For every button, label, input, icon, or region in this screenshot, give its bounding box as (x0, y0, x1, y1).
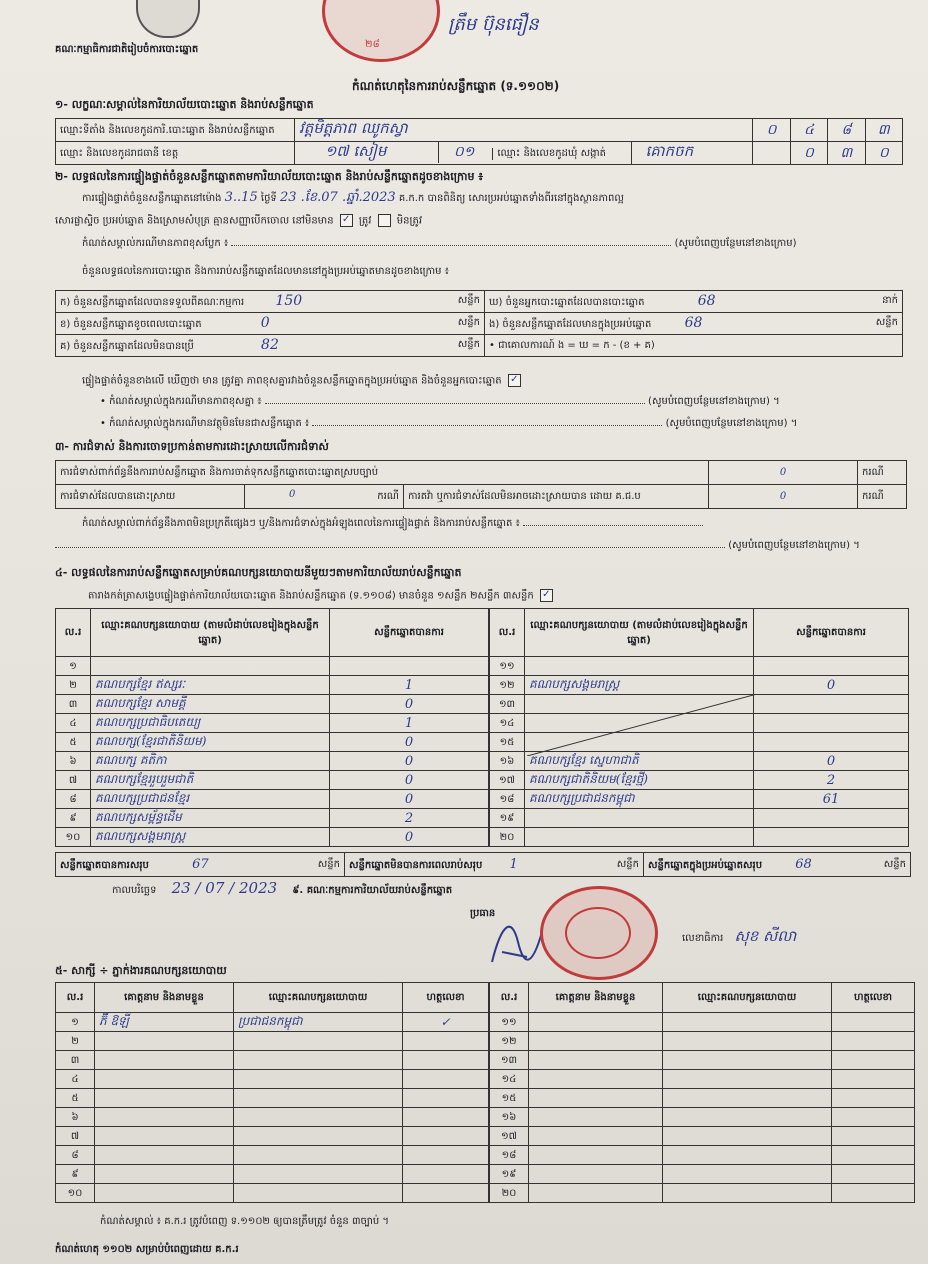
witness-no: ១៨ (490, 1146, 529, 1165)
date-label: កាលបរិច្ឆេទ (112, 885, 157, 896)
right-party-name: គណបក្សប្រជាជនកម្ពុជា (525, 790, 754, 809)
witness-name (95, 1032, 234, 1051)
right-col-party: ឈ្មោះគណបក្សនយោបាយ (តាមលំដាប់លេខរៀងក្នុងសន្លឹកឆ្នោត) (525, 609, 754, 657)
witness-signature (403, 1051, 489, 1070)
signing-date: 23 / 07 / 2023 (171, 879, 278, 897)
section3-heading: ៣- ការជំទាស់ និងការចោទប្រកាន់តាមការដោះស្រាយលើការជំទាស់ (55, 440, 329, 453)
diff-note-line[interactable] (231, 245, 671, 246)
left-party-votes: 0 (330, 828, 489, 847)
witness-row (490, 1089, 915, 1108)
witness-row (490, 1032, 915, 1051)
right-col-no: ល.រ (490, 609, 525, 657)
w-left-col-no: ល.រ (56, 983, 95, 1013)
witness-no: ៥ (56, 1089, 95, 1108)
row2-commune: គោកចក (631, 142, 694, 164)
witness-row (490, 1184, 915, 1203)
witness-party (663, 1146, 832, 1165)
row1-code-4: ៣ (865, 119, 902, 142)
total-valid-label: សន្លឹកឆ្នោតបានការសរុប (60, 859, 149, 871)
witness-name (529, 1070, 663, 1089)
witness-party (663, 1184, 832, 1203)
witness-row (490, 1108, 915, 1127)
right-party-votes (754, 828, 909, 847)
left-party-votes: 0 (330, 790, 489, 809)
result-e-label: ង) ចំនួនសន្លឹកឆ្នោតដែលមានក្នុងប្រអប់ឆ្នោត (489, 319, 652, 330)
right-party-name (525, 809, 754, 828)
result-d-value: 68 (697, 293, 716, 309)
right-party-name: គណបក្សសង្គមរាស្ត្រ (525, 676, 754, 695)
witness-no: ១៧ (490, 1127, 529, 1146)
witness-signature (832, 1127, 915, 1146)
witness-name (95, 1089, 234, 1108)
seal-yes-checkbox[interactable]: ✓ (340, 214, 353, 227)
witness-signature (832, 1013, 915, 1032)
witness-no: ២០ (490, 1184, 529, 1203)
irregularity-line[interactable] (523, 525, 703, 526)
seal-inner-ring (565, 907, 631, 959)
left-party-name: គណបក្សខ្មែររួបរួមជាតិ (91, 771, 330, 790)
irregularity-line-2[interactable] (55, 547, 725, 548)
witness-signature (403, 1108, 489, 1127)
witness-name (529, 1051, 663, 1070)
witness-party (663, 1165, 832, 1184)
bullet1-hint: (សូមបំពេញបន្ថែមនៅខាងក្រោម) ។ (648, 396, 780, 407)
left-party-name: គណបក្សប្រជាជនខ្មែរ (91, 790, 330, 809)
row1-code-2: ៤ (790, 119, 827, 142)
crossed-out-rows (527, 694, 757, 756)
party-row (56, 676, 489, 695)
witness-party (234, 1127, 403, 1146)
formula: • ជាគោលការណ៍ ង = ឃ = ក - (ខ + គ) (485, 335, 903, 357)
row1-label: ឈ្មោះទីតាំង និងលេខកូដការិ.បោះឆ្នោត និងរាប់សន្លឹកឆ្នោត (56, 119, 295, 142)
witness-no: ៨ (56, 1146, 95, 1165)
party-row (56, 771, 489, 790)
objection-r1-value: 0 (709, 461, 858, 485)
row1-value: វត្តមិត្តភាព ឈូកស្វា (298, 119, 408, 137)
result-e-value: 68 (684, 315, 703, 331)
objection-r1-label: ការជំទាស់ពាក់ព័ន្ធនឹងការរាប់សន្លឹកឆ្នោត និងការចាត់ទុកសន្លឹកឆ្នោតបោះឆ្នោតស្របច្បាប់ (56, 461, 709, 485)
secretary-label: លេខាធិការ (682, 933, 724, 944)
witness-name (95, 1070, 234, 1089)
witness-row (490, 1165, 915, 1184)
witness-name (529, 1165, 663, 1184)
row1-code-1: ០ (753, 119, 790, 142)
total-invalid-unit: សន្លឹក (616, 858, 639, 870)
left-party-no: ៩ (56, 809, 91, 828)
left-party-no: ៦ (56, 752, 91, 771)
objection-r2-unit: ករណី (377, 491, 399, 502)
left-party-no: ៤ (56, 714, 91, 733)
left-party-no: ១០ (56, 828, 91, 847)
row1-code-3: ៨ (828, 119, 865, 142)
witness-name (95, 1127, 234, 1146)
section2-heading: ២- លទ្ធផលនៃការផ្ទៀងផ្ទាត់ចំនួនសន្លឹកឆ្នោតតាមការិយាល័យបោះឆ្នោត និងរាប់សន្លឹកឆ្នោតដូចខាងក្រោម ៖ (55, 170, 484, 183)
witness-party (663, 1070, 832, 1089)
witness-no: ១២ (490, 1032, 529, 1051)
party-row (490, 828, 909, 847)
right-party-no: ២០ (490, 828, 525, 847)
party-row (56, 790, 489, 809)
witness-row (56, 1032, 489, 1051)
objection-r2-label: ការជំទាស់ដែលបានដោះស្រាយ (56, 485, 245, 509)
row2-commune-label: ឈ្មោះ និងលេខកូដឃុំ សង្កាត់ (492, 148, 627, 160)
row2-commune-code-1: ០ (790, 142, 827, 165)
sheet-count-checkbox[interactable]: ✓ (540, 589, 553, 602)
witness-row (56, 1146, 489, 1165)
president-label: ប្រធាន (470, 908, 496, 919)
bullet2-label: • កំណត់សម្គាល់ក្នុងករណីមានវត្ថុមិនមែនជាសន្លឹកឆ្នោត ៖ (100, 418, 310, 429)
totals-row (55, 852, 911, 877)
left-party-votes (330, 657, 489, 676)
party-results-left (55, 608, 489, 847)
left-party-votes: 0 (330, 771, 489, 790)
row2-label: ឈ្មោះ និងលេខកូដរាជធានី ខេត្ត (56, 142, 295, 165)
witness-no: ៦ (56, 1108, 95, 1127)
witness-name (95, 1051, 234, 1070)
left-party-votes: 0 (330, 695, 489, 714)
right-col-votes: សន្លឹកឆ្នោតបានការ (754, 609, 909, 657)
witness-party (663, 1051, 832, 1070)
witness-row (56, 1108, 489, 1127)
witness-party: ប្រជាជនកម្ពុជា (234, 1013, 403, 1032)
witness-table-left (55, 982, 489, 1203)
witness-name (529, 1146, 663, 1165)
witness-no: ៣ (56, 1051, 95, 1070)
witness-signature (403, 1184, 489, 1203)
party-row (56, 714, 489, 733)
party-row (56, 828, 489, 847)
result-c-label: គ) ចំនួនសន្លឹកឆ្នោតដែលមិនបានប្រើ (60, 341, 194, 352)
witness-name (95, 1184, 234, 1203)
party-row (490, 657, 909, 676)
witness-party (663, 1089, 832, 1108)
seal-line: សោរផ្លាស្ទិច ប្រអប់ឆ្នោត និងស្រោមសំបុត្រ គ្មានសញ្ញាបើកចោល នៅមិនមាន (55, 215, 334, 227)
witness-signature (832, 1089, 915, 1108)
witness-party (234, 1184, 403, 1203)
party-row (490, 676, 909, 695)
witness-party (234, 1051, 403, 1070)
witness-name (529, 1089, 663, 1108)
party-row (56, 733, 489, 752)
left-party-name (91, 657, 330, 676)
witness-signature (403, 1032, 489, 1051)
w-right-col-no: ល.រ (490, 983, 529, 1013)
result-b-label: ខ) ចំនួនសន្លឹកឆ្នោតខូចពេលបោះឆ្នោត (60, 319, 202, 330)
official-seal (540, 886, 658, 980)
witness-name: ភ៊ី ឱឡី (95, 1013, 234, 1032)
witness-name (529, 1108, 663, 1127)
left-party-no: ១ (56, 657, 91, 676)
result-a-value: 150 (275, 293, 303, 309)
result-c-value: 82 (261, 337, 279, 353)
objection-r1-unit: ករណី (858, 461, 907, 485)
witness-row (490, 1013, 915, 1032)
left-col-party: ឈ្មោះគណបក្សនយោបាយ (តាមលំដាប់លេខរៀងក្នុងសន្លឹកឆ្នោត) (91, 609, 330, 657)
witness-name (529, 1127, 663, 1146)
witness-signature (403, 1089, 489, 1108)
witness-signature (403, 1127, 489, 1146)
stamp-number: ២៨ (365, 39, 380, 50)
right-party-name (525, 828, 754, 847)
bullet2-hint: (សូមបំពេញបន្ថែមនៅខាងក្រោម) ។ (665, 418, 798, 429)
total-invalid-label: សន្លឹកឆ្នោតមិនបានការពេលរាប់សរុប (349, 859, 483, 871)
party-row (490, 790, 909, 809)
party-row (56, 695, 489, 714)
result-c-unit: សន្លឹក (457, 339, 480, 350)
party-row (56, 657, 489, 676)
left-party-name: គណបក្សខ្មែរ សាមគ្គី (91, 695, 330, 714)
witness-table-right (489, 982, 915, 1203)
witness-row (490, 1070, 915, 1089)
witness-signature (832, 1108, 915, 1127)
witness-row (56, 1089, 489, 1108)
party-row (490, 771, 909, 790)
left-party-votes: 0 (330, 733, 489, 752)
right-party-no: ១៥ (490, 733, 525, 752)
left-col-no: ល.រ (56, 609, 91, 657)
witness-row (56, 1165, 489, 1184)
witness-row (56, 1184, 489, 1203)
witness-row (56, 1070, 489, 1089)
section3-table (55, 460, 907, 509)
witness-row (56, 1013, 489, 1032)
result-d-unit: នាក់ (882, 295, 898, 306)
right-party-no: ១៣ (490, 695, 525, 714)
right-party-votes (754, 714, 909, 733)
left-party-no: ៨ (56, 790, 91, 809)
left-party-name: គណបក្សសង្គមរាស្ត្រ (91, 828, 330, 847)
row2-province: ១៧ សៀម (324, 142, 387, 160)
left-party-name: គណបក្ស គតិកា (91, 752, 330, 771)
result-d-label: ឃ) ចំនួនអ្នកបោះឆ្នោតដែលបានបោះឆ្នោត (489, 297, 645, 308)
total-invalid-value: 1 (509, 856, 518, 872)
right-party-votes: 2 (754, 771, 909, 790)
row2-province-code: ០១ (438, 142, 489, 163)
witness-row (56, 1127, 489, 1146)
section1-heading: ១- លក្ខណៈសម្គាល់នៃការិយាល័យបោះឆ្នោត និងរាប់សន្លឹកឆ្នោត (55, 98, 314, 111)
objection-r2b-value: 0 (709, 485, 858, 509)
witness-name (529, 1013, 663, 1032)
witness-name (95, 1108, 234, 1127)
witness-signature (832, 1146, 915, 1165)
witness-party (234, 1165, 403, 1184)
secretary-signature: សុខ សីលា (734, 927, 797, 945)
witness-name (529, 1032, 663, 1051)
witness-no: ៤ (56, 1070, 95, 1089)
summary-sheet-line: តារាងកត់ត្រាសង្ខេបផ្ទៀងផ្ទាត់ការិយាល័យបោះឆ្នោត និងរាប់សន្លឹកឆ្នោត (ទ.១១០៨) មានចំនួន ១សន្លឹក ២សន្លឹក ៣សន្លឹក (88, 590, 534, 602)
result-a-unit: សន្លឹក (457, 295, 480, 306)
committee-name: គណៈកម្មាធិការជាតិរៀបចំការបោះឆ្នោត (55, 44, 199, 55)
verify-date: 23 .ខែ.07 .ឆ្នាំ.2023 (279, 190, 396, 205)
witness-name (95, 1165, 234, 1184)
right-party-votes (754, 733, 909, 752)
total-box-unit: សន្លឹក (883, 858, 906, 870)
witness-row (490, 1146, 915, 1165)
total-valid-unit: សន្លឹក (317, 858, 340, 870)
result-b-value: 0 (260, 315, 270, 331)
bullet2-line[interactable] (312, 425, 662, 426)
seal-no-label: មិនត្រូវ (396, 215, 422, 227)
w-right-col-sign: ហត្ថលេខា (832, 983, 915, 1013)
left-party-no: ៥ (56, 733, 91, 752)
right-party-no: ១២ (490, 676, 525, 695)
results-intro: ចំនួនលទ្ធផលនៃការបោះឆ្នោត និងការរាប់សន្លឹកឆ្នោតដែលមាននៅក្នុងប្រអប់ឆ្នោតមានដូចខាងក្រោម ៖ (82, 266, 450, 277)
witness-party (234, 1032, 403, 1051)
row2-commune-code-3: ០ (865, 142, 902, 165)
w-left-col-sign: ហត្ថលេខា (403, 983, 489, 1013)
right-party-votes: 0 (754, 752, 909, 771)
section1-table (55, 118, 903, 165)
right-party-name (525, 657, 754, 676)
right-party-no: ១៧ (490, 771, 525, 790)
witness-no: ៩ (56, 1165, 95, 1184)
party-row (56, 752, 489, 771)
right-party-no: ១៤ (490, 714, 525, 733)
total-box-value: 68 (795, 856, 812, 872)
w-left-col-party: ឈ្មោះគណបក្សនយោបាយ (234, 983, 403, 1013)
witness-row (56, 1051, 489, 1070)
match-checkbox[interactable]: ✓ (508, 374, 521, 387)
witness-row (490, 1051, 915, 1070)
right-party-votes (754, 657, 909, 676)
witness-signature (832, 1184, 915, 1203)
bullet1-line[interactable] (265, 403, 645, 404)
witness-signature (832, 1032, 915, 1051)
verify-intro: ការផ្ទៀងផ្ទាត់ចំនួនសន្លឹកឆ្នោតនៅម៉ោង (82, 193, 222, 204)
right-party-name: គណបក្សខ្មែរ ស្នេហាជាតិ (525, 752, 754, 771)
right-party-name: គណបក្សជាតិនិយម(ខ្មែរថ្មី) (525, 771, 754, 790)
check-line: ផ្ទៀងផ្ទាត់ចំនួនខាងលើ ឃើញថា មាន ត្រូវគ្នា ភាពខុសគ្នារវាងចំនួនសន្លឹកឆ្នោតក្នុងប្រអប់ឆ្នោត និងចំនួនអ្នកបោះឆ្នោត (82, 375, 502, 387)
witness-no: ១៥ (490, 1089, 529, 1108)
left-party-no: ៣ (56, 695, 91, 714)
witness-party (234, 1089, 403, 1108)
witness-name (95, 1146, 234, 1165)
witness-no: ២ (56, 1032, 95, 1051)
result-e-unit: សន្លឹក (875, 317, 898, 328)
witness-party (234, 1070, 403, 1089)
witness-row (490, 1127, 915, 1146)
left-party-name: គណបក្សសម្ព័ន្ធដើម (91, 809, 330, 828)
w-right-col-party: ឈ្មោះគណបក្សនយោបាយ (663, 983, 832, 1013)
left-party-name: គណបក្សប្រជាធិបតេយ្យ (91, 714, 330, 733)
witness-no: ១៣ (490, 1051, 529, 1070)
bottom-caption: កំណត់ហេតុ ១១០២ សម្រាប់បំពេញដោយ គ.ក.រ (55, 1244, 239, 1255)
left-party-votes: 2 (330, 809, 489, 828)
objection-r2-value: 0 (289, 489, 296, 500)
party-row (56, 809, 489, 828)
left-party-votes: 0 (330, 752, 489, 771)
witness-signature (403, 1146, 489, 1165)
witness-no: ១១ (490, 1013, 529, 1032)
left-party-no: ៧ (56, 771, 91, 790)
right-party-votes: 0 (754, 676, 909, 695)
footnote: កំណត់សម្គាល់ ៖ គ.ក.រ ត្រូវបំពេញ ទ.១១០២ ឲ្យបានត្រឹមត្រូវ ចំនួន ៣ច្បាប់ ។ (100, 1216, 389, 1227)
section5-heading: ៥- សាក្សី ÷ ភ្នាក់ងារគណបក្សនយោបាយ (55, 964, 227, 977)
witness-signature: ✓ (403, 1013, 489, 1032)
verify-time: 3..15 (224, 190, 258, 205)
left-party-name: គណបក្សខ្មែរ ឥស្សរៈ (91, 676, 330, 695)
left-party-no: ២ (56, 676, 91, 695)
verify-intro-rest: គ.ក.ក បានពិនិត្យ សោរប្រអប់ឆ្នោតទាំងពីរនៅក្នុងស្ថានភាពល្អ (398, 193, 624, 204)
witness-name (529, 1184, 663, 1203)
verify-day-label: ថ្ងៃទី (260, 193, 277, 204)
witness-no: ១៤ (490, 1070, 529, 1089)
bullet1-label: • កំណត់សម្គាល់ក្នុងករណីមានភាពខុសគ្នា ៖ (100, 396, 262, 407)
objection-r2b-unit: ករណី (858, 485, 907, 509)
left-party-votes: 1 (330, 676, 489, 695)
irregularity-hint: (សូមបំពេញបន្ថែមនៅខាងក្រោម) ។ (728, 540, 860, 551)
right-party-no: ១៦ (490, 752, 525, 771)
handwritten-top-name: ត្រឹម ប៊ុនធឿន (448, 14, 539, 35)
witness-party (234, 1108, 403, 1127)
right-party-votes (754, 695, 909, 714)
seal-yes-label: ត្រូវ (358, 215, 372, 227)
commission-label: ៩. គណៈកម្មការការិយាល័យរាប់សន្លឹកឆ្នោត (292, 885, 453, 896)
row2-commune-code-2: ៣ (828, 142, 865, 165)
witness-party (663, 1032, 832, 1051)
irregularity-note: កំណត់សម្គាល់ពាក់ព័ន្ធនឹងភាពមិនប្រក្រតីផ្សេងៗ ឬ/និងការជំទាស់ក្នុងអំឡុងពេលនៃការផ្ទៀងផ្ទាត់ និងការរាប់សន្លឹកឆ្នោត ៖ (82, 518, 520, 529)
form-title: កំណត់ហេតុនៃការរាប់សន្លឹកឆ្នោត (ទ.១១០២) (352, 79, 560, 93)
witness-signature (403, 1165, 489, 1184)
witness-signature (403, 1070, 489, 1089)
right-party-no: ១៩ (490, 809, 525, 828)
witness-no: ១៦ (490, 1108, 529, 1127)
left-col-votes: សន្លឹកឆ្នោតបានការ (330, 609, 489, 657)
right-party-no: ១៨ (490, 790, 525, 809)
w-right-col-name: គោត្តនាម និងនាមខ្លួន (529, 983, 663, 1013)
diff-note-label: កំណត់សម្គាល់ករណីមានភាពខុសប្លែក ៖ (82, 238, 229, 249)
witness-signature (832, 1051, 915, 1070)
left-party-name: គណបក្ស(ខ្មែរជាតិនិយម) (91, 733, 330, 752)
witness-signature (832, 1165, 915, 1184)
witness-party (663, 1108, 832, 1127)
section2-results-table (55, 290, 903, 357)
result-a-label: ក) ចំនួនសន្លឹកឆ្នោតដែលបានទទួលពីគណៈកម្មការ (60, 297, 245, 308)
right-party-votes: 61 (754, 790, 909, 809)
left-party-votes: 1 (330, 714, 489, 733)
result-b-unit: សន្លឹក (457, 317, 480, 328)
right-party-votes (754, 809, 909, 828)
objection-r2b-label: ការតវ៉ា ឬការជំទាស់ដែលមិនអាចដោះស្រាយបាន ដោយ គ.ជ.ប (404, 485, 709, 509)
seal-no-checkbox[interactable] (378, 214, 391, 227)
witness-no: ៧ (56, 1127, 95, 1146)
right-party-no: ១១ (490, 657, 525, 676)
w-left-col-name: គោត្តនាម និងនាមខ្លួន (95, 983, 234, 1013)
witness-no: ១ (56, 1013, 95, 1032)
total-box-label: សន្លឹកឆ្នោតក្នុងប្រអប់ឆ្នោតសរុប (648, 859, 763, 871)
witness-no: ១០ (56, 1184, 95, 1203)
party-row (490, 809, 909, 828)
witness-party (234, 1146, 403, 1165)
diff-note-hint: (សូមបំពេញបន្ថែមនៅខាងក្រោម) (674, 238, 797, 249)
witness-party (663, 1127, 832, 1146)
witness-no: ១៩ (490, 1165, 529, 1184)
section4-heading: ៤- លទ្ធផលនៃការរាប់សន្លឹកឆ្នោតសម្រាប់គណបក្សនយោបាយនីមួយៗតាមការិយាល័យរាប់សន្លឹកឆ្នោត (55, 566, 462, 579)
witness-party (663, 1013, 832, 1032)
total-valid-value: 67 (192, 856, 209, 872)
witness-signature (832, 1070, 915, 1089)
